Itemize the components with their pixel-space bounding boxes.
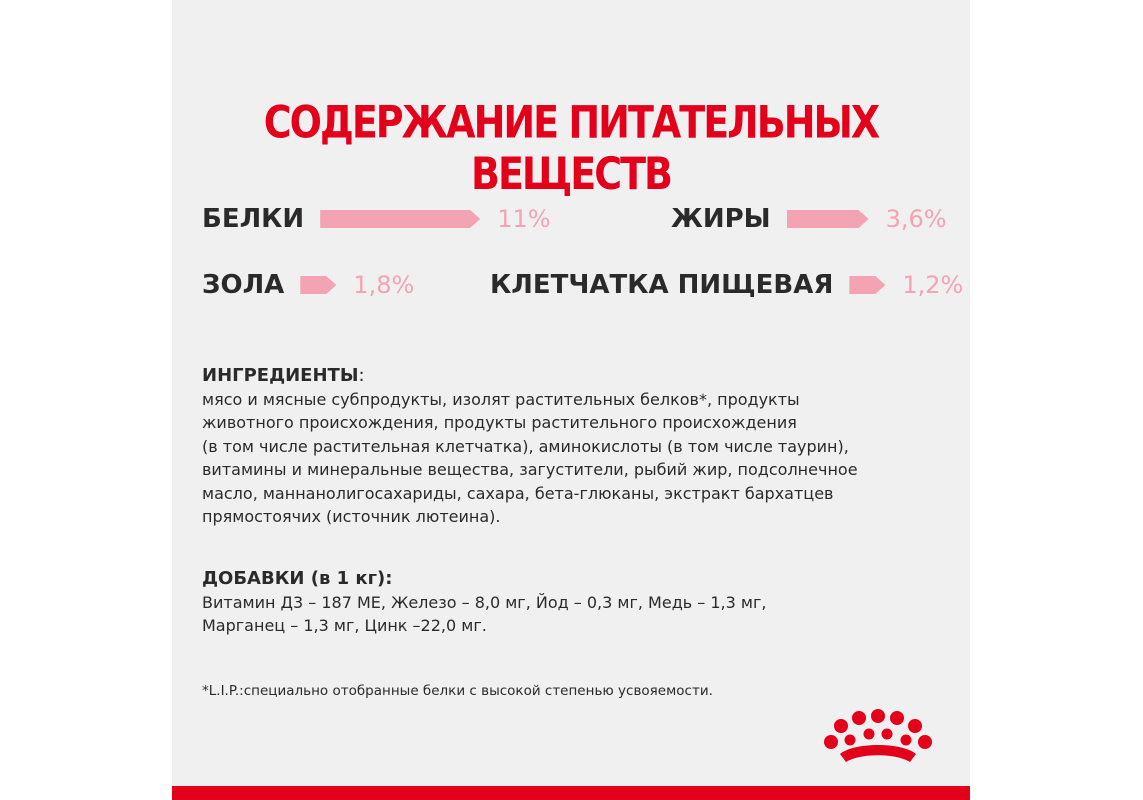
nutrient-name: КЛЕТЧАТКА ПИЩЕВАЯ [490, 270, 834, 300]
ingredients-text [202, 388, 942, 528]
nutrient-arrow-icon [787, 210, 869, 228]
additives-line: Марганец – 1,3 мг, Цинк –22,0 мг. [202, 616, 487, 636]
footnote: *L.I.P.:специально отобранные белки с высокой степенью усвояемости. [202, 683, 713, 699]
ingredients-section [202, 364, 942, 528]
nutrient-value: 11% [497, 205, 551, 233]
additives-line: Витамин Д3 – 187 МЕ, Железо – 8,0 мг, Йод – 0,3 мг, Медь – 1,3 мг, [202, 593, 767, 612]
ingredients-line: животного происхождения, продукты растительного происхождения [202, 413, 797, 433]
ingredients-line: (в том числе растительная клетчатка), аминокислоты (в том числе таурин), [202, 436, 849, 456]
ingredients-line: витамины и минеральные вещества, загустители, рыбий жир, подсолнечное [202, 460, 858, 480]
ingredients-heading-colon: : [358, 365, 365, 386]
nutrient-name: ЖИРЫ [671, 204, 771, 234]
page-title: СОДЕРЖАНИЕ ПИТАТЕЛЬНЫХ ВЕЩЕСТВ [263, 96, 879, 200]
additives-heading: ДОБАВКИ (в 1 кг): [202, 568, 393, 589]
nutrient-value: 3,6% [885, 205, 947, 233]
additives-section [202, 567, 942, 638]
nutrient-arrow-icon [300, 276, 336, 294]
royal-crown-icon [822, 706, 934, 768]
nutrient-fiber [490, 268, 963, 302]
nutrient-fat [671, 202, 947, 236]
nutrient-name: БЕЛКИ [202, 204, 305, 234]
nutrient-ash [202, 268, 414, 302]
additives-text [202, 591, 942, 638]
nutrient-protein [202, 202, 551, 236]
ingredients-line: прямостоячих (источник лютеина). [202, 507, 501, 527]
ingredients-heading-text: ИНГРЕДИЕНТЫ [202, 365, 359, 386]
ingredients-heading [202, 364, 942, 388]
nutrient-value: 1,2% [902, 271, 964, 299]
nutrient-arrow-icon [320, 210, 480, 228]
ingredients-line: масло, маннанолигосахариды, сахара, бета-глюканы, экстракт бархатцев [202, 483, 834, 503]
bottom-brand-bar [172, 786, 970, 800]
nutrient-value: 1,8% [353, 271, 415, 299]
ingredients-line: мясо и мясные субпродукты, изолят растительных белков*, продукты [202, 390, 800, 409]
nutrient-arrow-icon [849, 276, 885, 294]
nutrition-card [172, 0, 970, 800]
nutrient-name: ЗОЛА [202, 270, 285, 300]
